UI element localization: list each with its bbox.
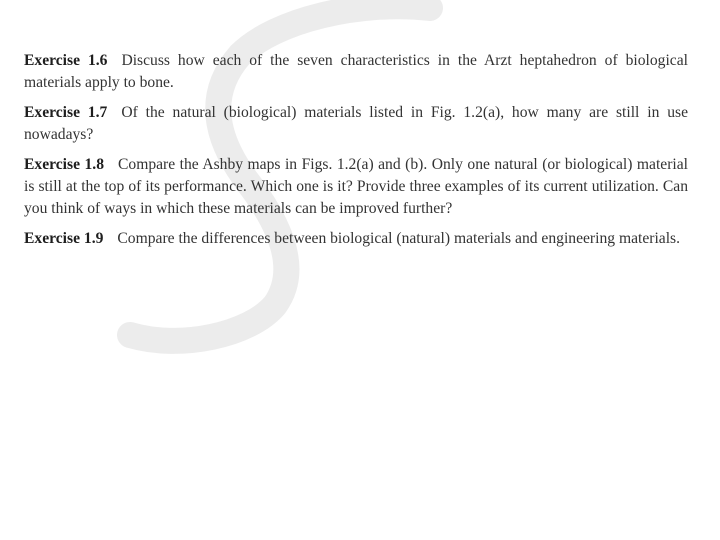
exercise-label: Exercise 1.8 xyxy=(24,156,104,173)
exercise-1-7 xyxy=(24,102,688,146)
exercise-text: Compare the differences between biological (natural) materials and engineering materials. xyxy=(117,230,680,247)
exercise-label: Exercise 1.9 xyxy=(24,230,104,247)
exercise-label: Exercise 1.6 xyxy=(24,52,108,69)
exercise-1-6 xyxy=(24,50,688,94)
exercise-text: Of the natural (biological) materials listed in Fig. 1.2(a), how many are still in use nowadays? xyxy=(24,104,688,143)
exercise-1-9 xyxy=(24,228,688,250)
exercise-text: Compare the Ashby maps in Figs. 1.2(a) and (b). Only one natural (or biological) material is still at the top of its performance. Which one is it? Provide three examples of its current utilization. Can you think of ways in which these materials can be improved further? xyxy=(24,156,688,217)
exercise-list xyxy=(24,50,688,258)
exercise-text: Discuss how each of the seven characteristics in the Arzt heptahedron of biological materials apply to bone. xyxy=(24,52,688,91)
exercise-label: Exercise 1.7 xyxy=(24,104,108,121)
exercise-1-8 xyxy=(24,154,688,220)
